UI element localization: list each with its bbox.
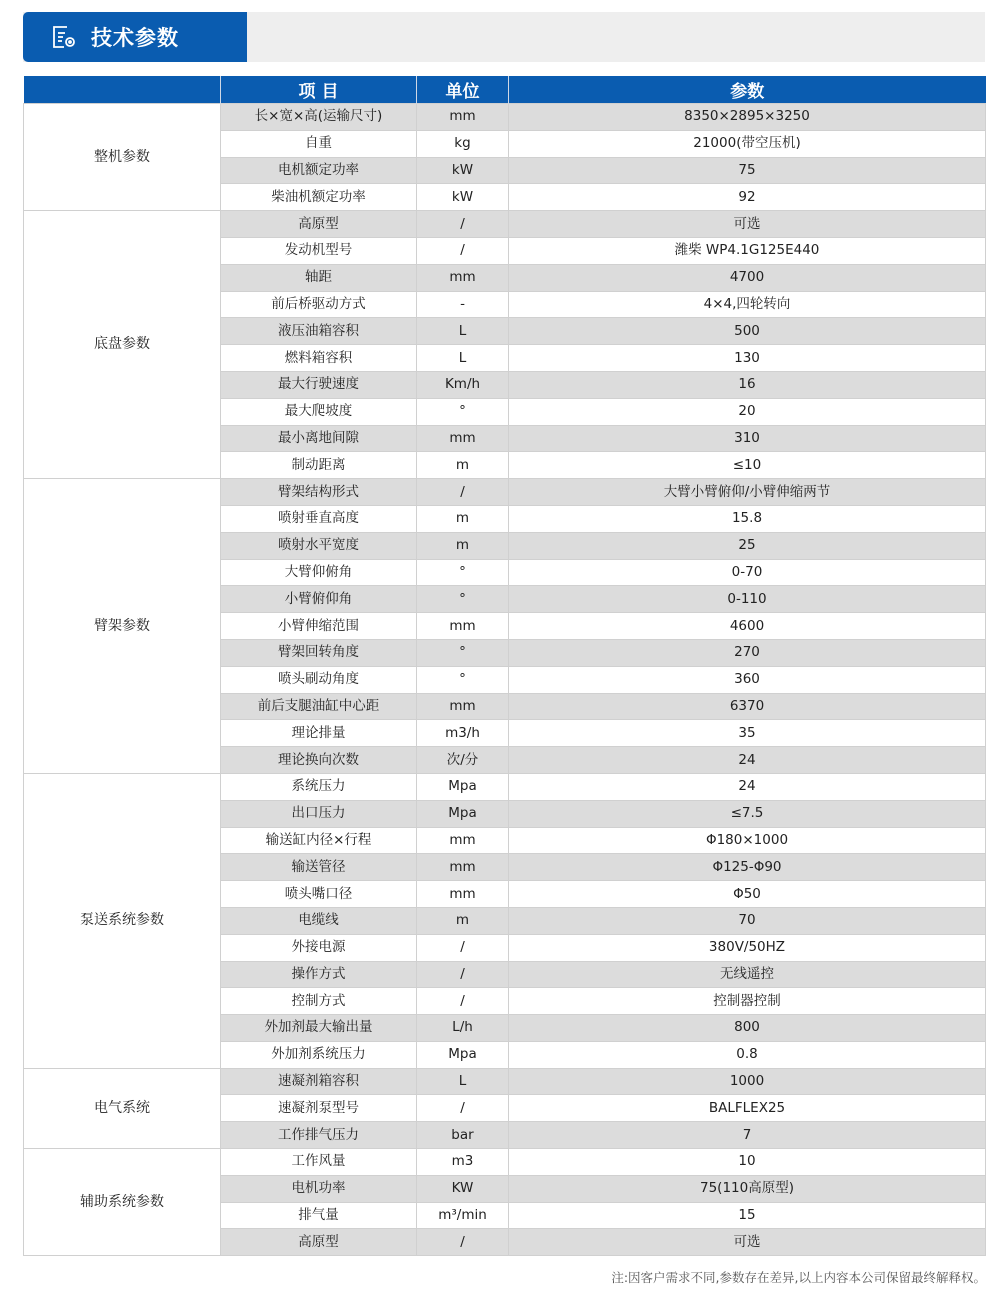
spec-table-body [24, 104, 986, 1256]
item-cell: 工作风量 [221, 1149, 417, 1176]
item-cell: 速凝剂箱容积 [221, 1068, 417, 1095]
unit-cell: ° [417, 666, 509, 693]
value-cell: 20 [509, 398, 986, 425]
value-cell: 无线遥控 [509, 961, 986, 988]
value-cell: 380V/50HZ [509, 934, 986, 961]
table-row [24, 1068, 986, 1095]
section-title-bar [23, 12, 985, 62]
value-cell: 500 [509, 318, 986, 345]
item-cell: 出口压力 [221, 800, 417, 827]
item-cell: 前后桥驱动方式 [221, 291, 417, 318]
table-row [24, 479, 986, 506]
item-cell: 外接电源 [221, 934, 417, 961]
disclaimer-note: 注:因客户需求不同,参数存在差异,以上内容本公司保留最终解释权。 [611, 1270, 986, 1285]
unit-cell: mm [417, 854, 509, 881]
unit-cell: / [417, 1229, 509, 1256]
unit-cell: bar [417, 1122, 509, 1149]
value-cell: 130 [509, 345, 986, 372]
unit-cell: L/h [417, 1015, 509, 1042]
item-cell: 长×宽×高(运输尺寸) [221, 104, 417, 131]
value-cell: 4×4,四轮转向 [509, 291, 986, 318]
table-row [24, 773, 986, 800]
header-unit: 单位 [417, 76, 509, 104]
section-title-badge [23, 12, 247, 62]
value-cell: BALFLEX25 [509, 1095, 986, 1122]
table-row [24, 104, 986, 131]
table-row [24, 211, 986, 238]
item-cell: 臂架回转角度 [221, 639, 417, 666]
item-cell: 喷头刷动角度 [221, 666, 417, 693]
item-cell: 液压油箱容积 [221, 318, 417, 345]
unit-cell: Mpa [417, 1041, 509, 1068]
unit-cell: m3/h [417, 720, 509, 747]
unit-cell: / [417, 934, 509, 961]
value-cell: 70 [509, 907, 986, 934]
item-cell: 自重 [221, 130, 417, 157]
value-cell: 0-70 [509, 559, 986, 586]
item-cell: 输送管径 [221, 854, 417, 881]
unit-cell: L [417, 345, 509, 372]
unit-cell: kW [417, 184, 509, 211]
item-cell: 理论换向次数 [221, 747, 417, 774]
value-cell: 24 [509, 747, 986, 774]
unit-cell: m [417, 907, 509, 934]
item-cell: 喷射水平宽度 [221, 532, 417, 559]
unit-cell: / [417, 211, 509, 238]
item-cell: 外加剂系统压力 [221, 1041, 417, 1068]
unit-cell: ° [417, 586, 509, 613]
value-cell: 10 [509, 1149, 986, 1176]
unit-cell: m3 [417, 1149, 509, 1176]
value-cell: 4600 [509, 613, 986, 640]
unit-cell: / [417, 237, 509, 264]
unit-cell: m³/min [417, 1202, 509, 1229]
item-cell: 操作方式 [221, 961, 417, 988]
unit-cell: Mpa [417, 800, 509, 827]
unit-cell: - [417, 291, 509, 318]
unit-cell: mm [417, 693, 509, 720]
item-cell: 电机额定功率 [221, 157, 417, 184]
page-title: 技术参数 [91, 26, 179, 50]
unit-cell: / [417, 1095, 509, 1122]
unit-cell: mm [417, 881, 509, 908]
item-cell: 最大行驶速度 [221, 371, 417, 398]
unit-cell: Mpa [417, 773, 509, 800]
group-label: 底盘参数 [24, 211, 221, 479]
item-cell: 工作排气压力 [221, 1122, 417, 1149]
item-cell: 高原型 [221, 1229, 417, 1256]
unit-cell: / [417, 961, 509, 988]
unit-cell: mm [417, 264, 509, 291]
unit-cell: Km/h [417, 371, 509, 398]
unit-cell: ° [417, 398, 509, 425]
item-cell: 最大爬坡度 [221, 398, 417, 425]
item-cell: 小臂伸缩范围 [221, 613, 417, 640]
item-cell: 速凝剂泵型号 [221, 1095, 417, 1122]
value-cell: 35 [509, 720, 986, 747]
value-cell: 800 [509, 1015, 986, 1042]
value-cell: 15 [509, 1202, 986, 1229]
value-cell: ≤7.5 [509, 800, 986, 827]
spec-list-icon [51, 24, 77, 50]
value-cell: 24 [509, 773, 986, 800]
value-cell: 360 [509, 666, 986, 693]
value-cell: 92 [509, 184, 986, 211]
item-cell: 系统压力 [221, 773, 417, 800]
value-cell: 0.8 [509, 1041, 986, 1068]
unit-cell: kW [417, 157, 509, 184]
unit-cell: ° [417, 639, 509, 666]
item-cell: 大臂仰俯角 [221, 559, 417, 586]
unit-cell: mm [417, 104, 509, 131]
value-cell: 75 [509, 157, 986, 184]
unit-cell: / [417, 479, 509, 506]
item-cell: 制动距离 [221, 452, 417, 479]
item-cell: 控制方式 [221, 988, 417, 1015]
header-item: 项 目 [221, 76, 417, 104]
item-cell: 臂架结构形式 [221, 479, 417, 506]
value-cell: 8350×2895×3250 [509, 104, 986, 131]
unit-cell: m [417, 532, 509, 559]
value-cell: 25 [509, 532, 986, 559]
item-cell: 排气量 [221, 1202, 417, 1229]
unit-cell: L [417, 318, 509, 345]
value-cell: 7 [509, 1122, 986, 1149]
item-cell: 外加剂最大输出量 [221, 1015, 417, 1042]
group-label: 电气系统 [24, 1068, 221, 1148]
unit-cell: ° [417, 559, 509, 586]
unit-cell: KW [417, 1175, 509, 1202]
item-cell: 小臂俯仰角 [221, 586, 417, 613]
item-cell: 输送缸内径×行程 [221, 827, 417, 854]
item-cell: 高原型 [221, 211, 417, 238]
unit-cell: mm [417, 613, 509, 640]
value-cell: ≤10 [509, 452, 986, 479]
value-cell: Φ125-Φ90 [509, 854, 986, 881]
header-value: 参数 [509, 76, 986, 104]
value-cell: 4700 [509, 264, 986, 291]
value-cell: Φ50 [509, 881, 986, 908]
group-label: 臂架参数 [24, 479, 221, 774]
item-cell: 前后支腿油缸中心距 [221, 693, 417, 720]
item-cell: 柴油机额定功率 [221, 184, 417, 211]
value-cell: 6370 [509, 693, 986, 720]
item-cell: 最小离地间隙 [221, 425, 417, 452]
value-cell: 75(110高原型) [509, 1175, 986, 1202]
item-cell: 燃料箱容积 [221, 345, 417, 372]
item-cell: 轴距 [221, 264, 417, 291]
spec-table [23, 76, 986, 1256]
value-cell: 潍柴 WP4.1G125E440 [509, 237, 986, 264]
group-label: 辅助系统参数 [24, 1149, 221, 1256]
item-cell: 发动机型号 [221, 237, 417, 264]
unit-cell: mm [417, 425, 509, 452]
group-label: 泵送系统参数 [24, 773, 221, 1068]
value-cell: 16 [509, 371, 986, 398]
value-cell: 15.8 [509, 505, 986, 532]
value-cell: Φ180×1000 [509, 827, 986, 854]
unit-cell: mm [417, 827, 509, 854]
unit-cell: L [417, 1068, 509, 1095]
value-cell: 0-110 [509, 586, 986, 613]
table-header-row [24, 76, 986, 104]
table-row [24, 1149, 986, 1176]
value-cell: 可选 [509, 211, 986, 238]
value-cell: 大臂小臂俯仰/小臂伸缩两节 [509, 479, 986, 506]
item-cell: 电缆线 [221, 907, 417, 934]
unit-cell: m [417, 452, 509, 479]
item-cell: 喷射垂直高度 [221, 505, 417, 532]
unit-cell: kg [417, 130, 509, 157]
header-group [24, 76, 221, 104]
item-cell: 电机功率 [221, 1175, 417, 1202]
unit-cell: 次/分 [417, 747, 509, 774]
value-cell: 可选 [509, 1229, 986, 1256]
value-cell: 1000 [509, 1068, 986, 1095]
group-label: 整机参数 [24, 104, 221, 211]
value-cell: 21000(带空压机) [509, 130, 986, 157]
unit-cell: / [417, 988, 509, 1015]
item-cell: 理论排量 [221, 720, 417, 747]
value-cell: 270 [509, 639, 986, 666]
value-cell: 控制器控制 [509, 988, 986, 1015]
value-cell: 310 [509, 425, 986, 452]
item-cell: 喷头嘴口径 [221, 881, 417, 908]
unit-cell: m [417, 505, 509, 532]
